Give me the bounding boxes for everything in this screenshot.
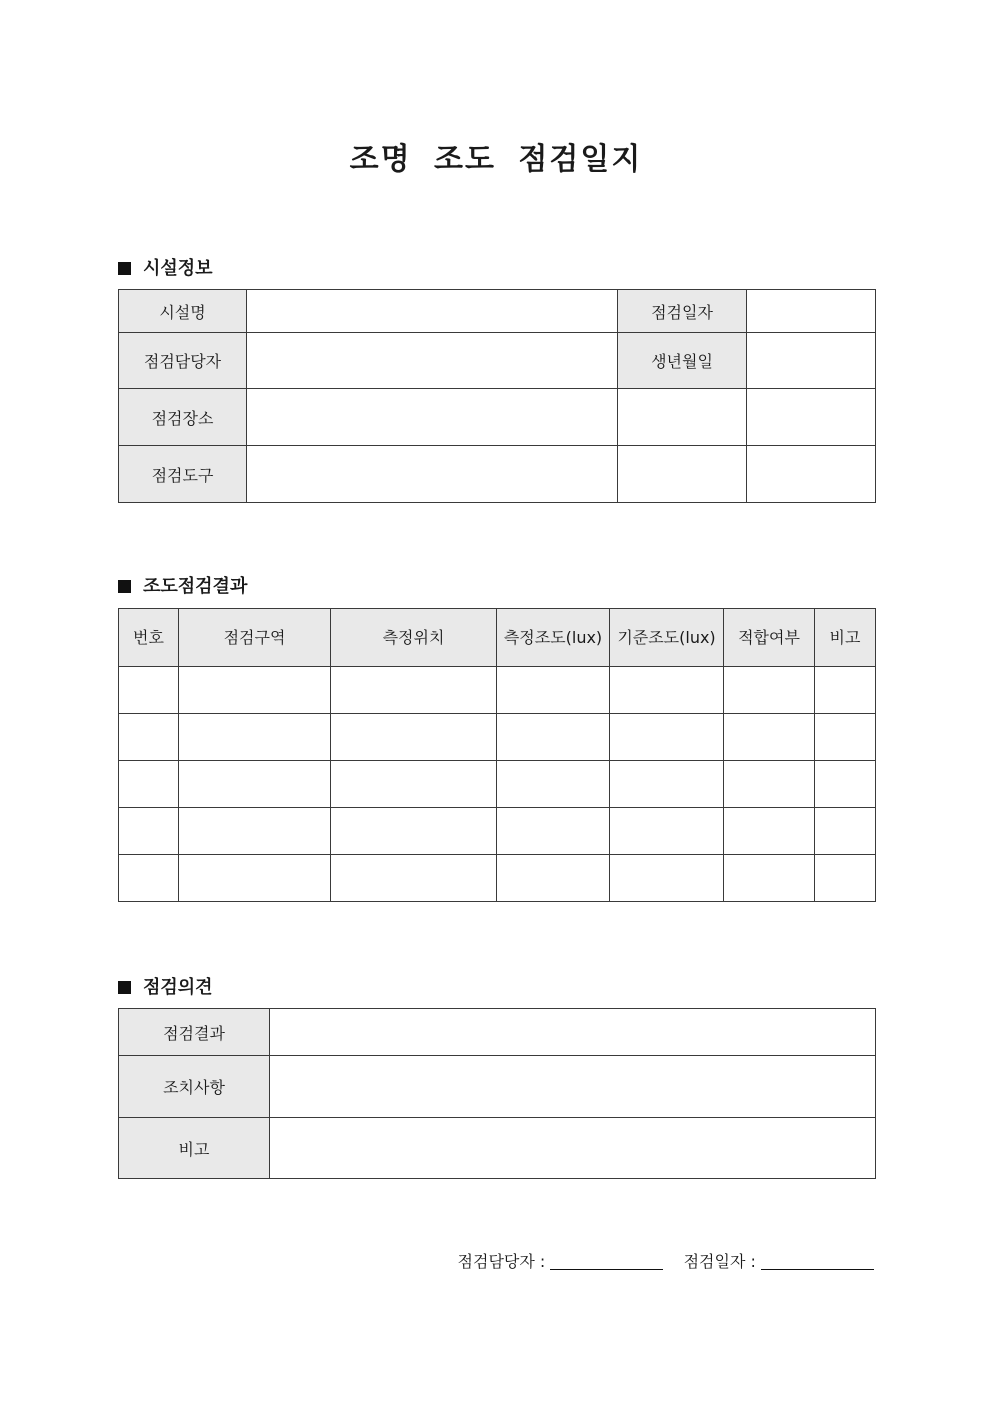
facility-row xyxy=(119,290,876,333)
facility-label-location: 점검장소 xyxy=(119,389,247,446)
results-cell[interactable] xyxy=(497,667,610,714)
facility-label-birthdate: 생년월일 xyxy=(618,333,747,389)
column-header-standard-lux: 기준조도(lux) xyxy=(610,609,724,667)
opinion-label-action: 조치사항 xyxy=(119,1056,270,1118)
results-cell[interactable] xyxy=(179,808,331,855)
facility-label-inspector: 점검담당자 xyxy=(119,333,247,389)
tools-field[interactable] xyxy=(247,446,618,503)
results-cell[interactable] xyxy=(610,855,724,902)
footer-date-label: 점검일자 : xyxy=(683,1252,756,1271)
square-bullet-icon xyxy=(118,262,131,275)
section-heading-results xyxy=(118,572,247,598)
results-cell[interactable] xyxy=(815,808,876,855)
facility-row xyxy=(119,446,876,503)
blank-cell[interactable] xyxy=(618,446,747,503)
opinion-remarks-field[interactable] xyxy=(270,1118,876,1179)
facility-label-tools: 점검도구 xyxy=(119,446,247,503)
inspection-date-field[interactable] xyxy=(747,290,876,333)
results-cell[interactable] xyxy=(331,761,497,808)
inspector-signature-line[interactable] xyxy=(550,1255,663,1270)
date-signature-line[interactable] xyxy=(761,1255,874,1270)
results-cell[interactable] xyxy=(610,761,724,808)
results-cell[interactable] xyxy=(179,714,331,761)
opinion-row xyxy=(119,1009,876,1056)
opinion-action-field[interactable] xyxy=(270,1056,876,1118)
results-cell[interactable] xyxy=(331,808,497,855)
results-cell[interactable] xyxy=(724,714,815,761)
results-cell[interactable] xyxy=(179,761,331,808)
results-cell[interactable] xyxy=(179,855,331,902)
illuminance-results-table xyxy=(118,608,876,902)
facility-name-field[interactable] xyxy=(247,290,618,333)
results-cell[interactable] xyxy=(497,808,610,855)
results-cell[interactable] xyxy=(724,808,815,855)
opinion-label-remarks: 비고 xyxy=(119,1118,270,1179)
blank-cell[interactable] xyxy=(618,389,747,446)
facility-row xyxy=(119,389,876,446)
section-heading-facility-label: 시설정보 xyxy=(143,258,213,279)
square-bullet-icon xyxy=(118,981,131,994)
section-heading-results-label: 조도점검결과 xyxy=(143,576,248,597)
column-header-number: 번호 xyxy=(119,609,179,667)
signature-footer xyxy=(458,1249,874,1272)
results-cell[interactable] xyxy=(497,714,610,761)
opinion-row xyxy=(119,1056,876,1118)
section-heading-opinion-label: 점검의견 xyxy=(143,977,213,998)
results-cell[interactable] xyxy=(179,667,331,714)
facility-label-name: 시설명 xyxy=(119,290,247,333)
results-cell[interactable] xyxy=(331,714,497,761)
results-cell[interactable] xyxy=(119,808,179,855)
inspector-field[interactable] xyxy=(247,333,618,389)
results-cell[interactable] xyxy=(610,667,724,714)
square-bullet-icon xyxy=(118,580,131,593)
results-cell[interactable] xyxy=(497,855,610,902)
facility-info-table xyxy=(118,289,876,503)
results-cell[interactable] xyxy=(331,667,497,714)
blank-cell[interactable] xyxy=(747,389,876,446)
results-cell[interactable] xyxy=(724,855,815,902)
document-title: 조명 조도 점검일지 xyxy=(349,142,643,177)
column-header-compliance: 적합여부 xyxy=(724,609,815,667)
results-cell[interactable] xyxy=(815,667,876,714)
birthdate-field[interactable] xyxy=(747,333,876,389)
results-row xyxy=(119,808,876,855)
results-cell[interactable] xyxy=(724,667,815,714)
facility-label-inspection-date: 점검일자 xyxy=(618,290,747,333)
location-field[interactable] xyxy=(247,389,618,446)
section-heading-facility xyxy=(118,254,213,280)
inspection-opinion-table xyxy=(118,1008,876,1179)
facility-row xyxy=(119,333,876,389)
results-cell[interactable] xyxy=(497,761,610,808)
results-cell[interactable] xyxy=(815,714,876,761)
results-cell[interactable] xyxy=(119,714,179,761)
blank-cell[interactable] xyxy=(747,446,876,503)
column-header-position: 측정위치 xyxy=(331,609,497,667)
results-cell[interactable] xyxy=(119,761,179,808)
column-header-measured-lux: 측정조도(lux) xyxy=(497,609,610,667)
results-row xyxy=(119,761,876,808)
results-cell[interactable] xyxy=(724,761,815,808)
opinion-label-result: 점검결과 xyxy=(119,1009,270,1056)
section-heading-opinion xyxy=(118,973,213,999)
results-row xyxy=(119,714,876,761)
column-header-zone: 점검구역 xyxy=(179,609,331,667)
results-header-row xyxy=(119,609,876,667)
results-cell[interactable] xyxy=(610,808,724,855)
results-cell[interactable] xyxy=(610,714,724,761)
results-cell[interactable] xyxy=(119,855,179,902)
results-cell[interactable] xyxy=(119,667,179,714)
footer-inspector-label: 점검담당자 : xyxy=(457,1252,546,1271)
results-cell[interactable] xyxy=(331,855,497,902)
results-cell[interactable] xyxy=(815,855,876,902)
results-row xyxy=(119,855,876,902)
opinion-result-field[interactable] xyxy=(270,1009,876,1056)
results-cell[interactable] xyxy=(815,761,876,808)
results-row xyxy=(119,667,876,714)
opinion-row xyxy=(119,1118,876,1179)
column-header-remarks: 비고 xyxy=(815,609,876,667)
